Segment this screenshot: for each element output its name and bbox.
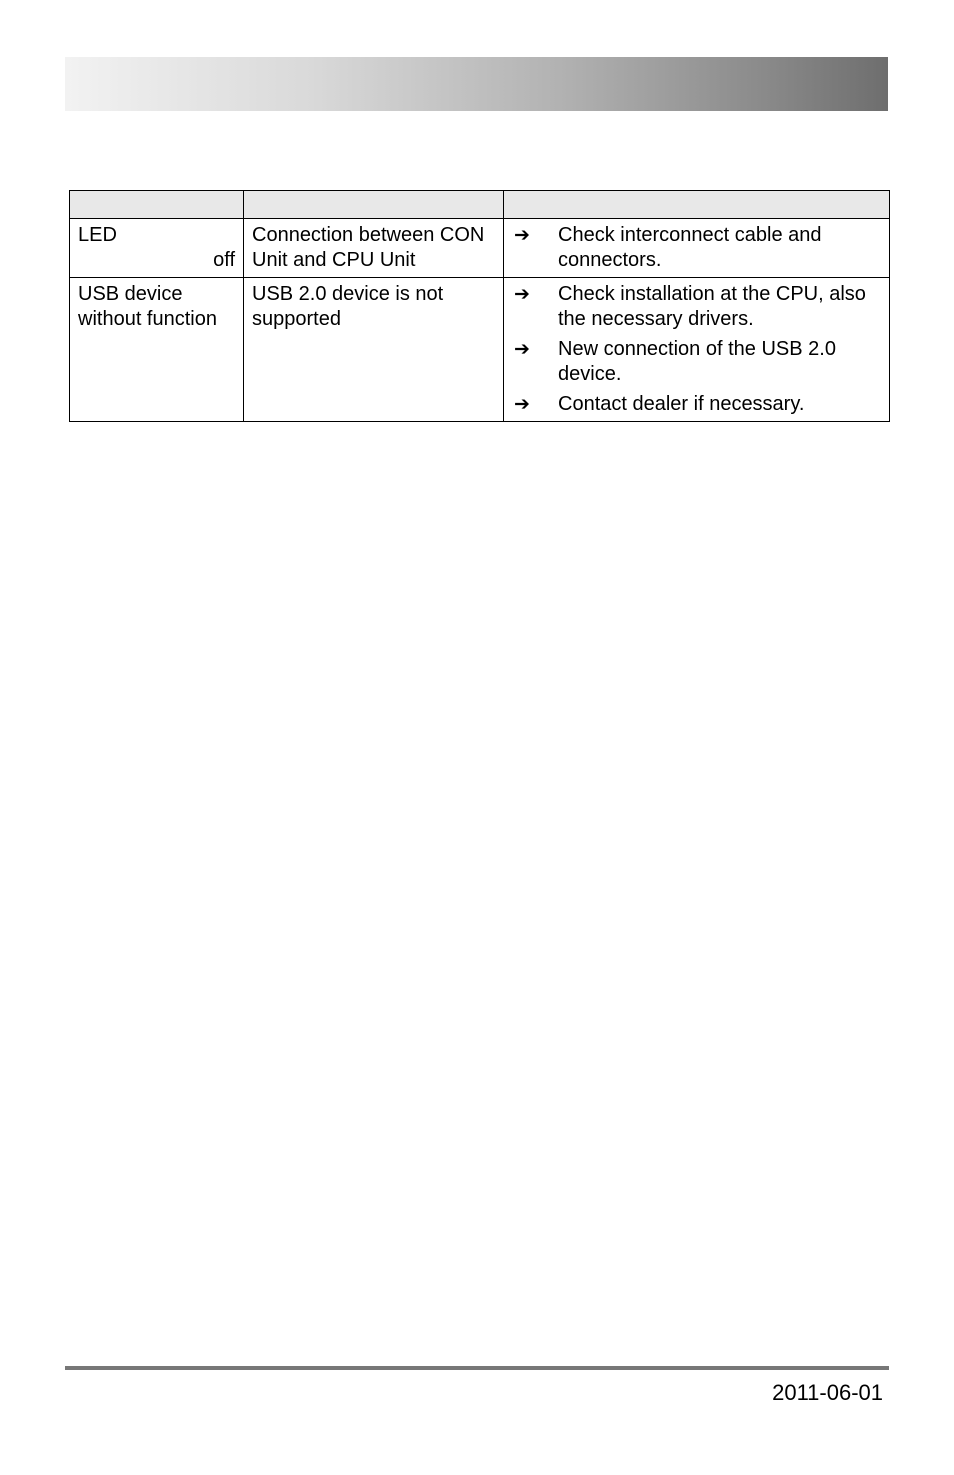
symptom-cell (70, 278, 244, 422)
cause-cell: Connection between CON Unit and CPU Unit (244, 219, 504, 278)
arrow-right-icon: ➔ (514, 338, 530, 360)
solution-cell (504, 278, 890, 422)
header-bar (65, 57, 888, 111)
table-row (70, 219, 890, 278)
led-state-text: off (213, 249, 235, 271)
solution-text: Check interconnect cable and connectors. (558, 224, 822, 271)
solution-cell (504, 219, 890, 278)
header-cell-symptom (70, 191, 244, 219)
list-item (512, 282, 881, 332)
solution-text: New connection of the USB 2.0 device. (558, 338, 836, 385)
solution-text: Check installation at the CPU, also the necessary drivers. (558, 283, 866, 330)
arrow-right-icon: ➔ (514, 393, 530, 415)
list-item (512, 337, 881, 387)
header-cell-solution (504, 191, 890, 219)
solution-text: Contact dealer if necessary. (558, 393, 805, 415)
solution-list (512, 282, 881, 417)
footer-date: 2011-06-01 (772, 1380, 883, 1405)
cause-cell: USB 2.0 device is not supported (244, 278, 504, 422)
header-cell-cause (244, 191, 504, 219)
list-item (512, 223, 881, 273)
symptom-text: USB device without function (78, 283, 217, 330)
table-header-row (70, 191, 890, 219)
arrow-right-icon: ➔ (514, 224, 530, 246)
list-item (512, 392, 881, 417)
troubleshooting-table (69, 190, 890, 422)
symptom-text: LED (78, 224, 117, 246)
table-row (70, 278, 890, 422)
arrow-right-icon: ➔ (514, 283, 530, 305)
footer-divider (65, 1366, 889, 1370)
symptom-cell (70, 219, 244, 278)
solution-list (512, 223, 881, 273)
